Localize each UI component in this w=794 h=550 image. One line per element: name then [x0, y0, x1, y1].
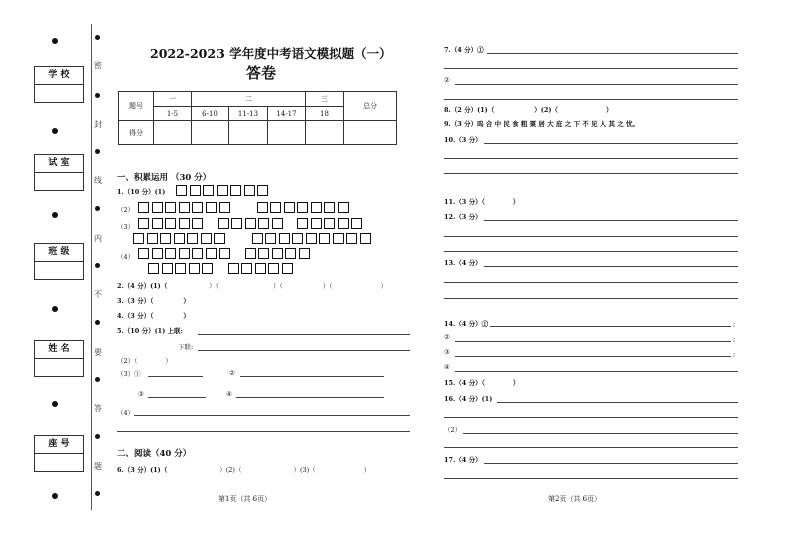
q6-sep: ）(2)（ — [219, 466, 242, 474]
q14-label: 14.（4 分）① — [444, 320, 489, 328]
room-field[interactable] — [34, 154, 84, 191]
group-two: 二 — [192, 92, 306, 107]
seal-char: 密 — [94, 61, 102, 70]
q5-2-label — [117, 356, 172, 365]
score-cell[interactable] — [229, 121, 268, 145]
q10-line-2[interactable] — [444, 158, 738, 159]
school-blank[interactable] — [35, 85, 83, 102]
q2-sep: ）（ — [322, 282, 333, 290]
q2-text: 2.（4 分）(1)（ — [117, 282, 168, 290]
q6-label — [117, 465, 370, 474]
seat-field[interactable] — [34, 435, 84, 472]
q17-line-1[interactable] — [484, 463, 738, 464]
q5-upper-line[interactable] — [198, 334, 410, 335]
seal-char: 内 — [94, 234, 102, 243]
group-one: 一 — [154, 92, 192, 107]
seal-char: 题 — [94, 462, 102, 471]
q14-end-2: ; — [733, 335, 736, 343]
q14-end-3: ; — [733, 350, 736, 358]
q5-3c-line[interactable] — [148, 397, 206, 398]
school-label: 学 校 — [35, 67, 83, 85]
q16-line-2[interactable] — [444, 417, 738, 418]
q16-label: 16.（4 分）(1) — [444, 395, 493, 403]
seal-dot — [95, 93, 100, 98]
room-label: 试 室 — [35, 155, 83, 173]
seal-char: 要 — [94, 348, 102, 357]
q13-line-1[interactable] — [484, 266, 738, 267]
question-number-label: 题号 — [119, 92, 154, 121]
left-page-footer: 第1页（共 6页） — [218, 495, 272, 503]
q11-end: ） — [512, 198, 520, 206]
q11-text: 11.（3 分）（ — [444, 198, 485, 206]
range-11-13: 11-13 — [229, 107, 268, 121]
section-heading-2: 二、阅读（40 分） — [117, 449, 192, 459]
q3-text: 3.（3 分）（ — [117, 297, 154, 305]
seat-blank[interactable] — [35, 454, 83, 471]
q16-line-3[interactable] — [463, 433, 738, 434]
q1-4-label: （4） — [117, 253, 135, 261]
q7-line-2b[interactable] — [444, 99, 738, 100]
q4-label — [117, 311, 190, 320]
q1-2-label: （2） — [117, 206, 135, 214]
class-field[interactable] — [34, 243, 84, 280]
q1-3-boxes-b[interactable] — [133, 233, 373, 244]
room-blank[interactable] — [35, 173, 83, 190]
q10-label: 10.（3 分） — [444, 136, 482, 144]
binding-hole — [52, 212, 58, 218]
q5-2-end: ） — [165, 357, 172, 365]
q5-3a-label: （3）① — [117, 370, 141, 378]
q5-3a-line[interactable] — [148, 376, 203, 377]
q5-4-line-2[interactable] — [117, 431, 410, 432]
q12-line-2[interactable] — [444, 236, 738, 237]
seal-dot — [95, 377, 100, 382]
q2-sep: ）（ — [273, 282, 283, 290]
q5-label: 5.（10 分）(1) 上联: — [117, 327, 183, 335]
q1-label: 1.（10 分）(1) — [117, 188, 166, 196]
q17-label: 17.（4 分） — [444, 456, 482, 464]
q17-line-2[interactable] — [444, 478, 738, 479]
q10-line-3[interactable] — [444, 173, 738, 174]
q5-4-label: （4） — [117, 409, 135, 417]
group-three: 三 — [306, 92, 344, 107]
q14-line-1[interactable] — [490, 326, 731, 327]
total-label: 总分 — [344, 92, 397, 121]
seal-char: 不 — [94, 290, 102, 299]
q1-4-boxes-b[interactable] — [148, 263, 295, 274]
seal-dot — [95, 149, 100, 154]
q5-4-line[interactable] — [134, 415, 410, 416]
q5-2-text: （2）（ — [117, 357, 138, 365]
q4-end: ） — [183, 312, 190, 320]
q5-3b-line[interactable] — [240, 376, 384, 377]
seal-char: 线 — [94, 176, 102, 185]
q1-3-boxes-a[interactable] — [138, 218, 365, 229]
score-table — [118, 91, 397, 145]
seal-dot — [95, 206, 100, 211]
q5-3b-label: ② — [229, 369, 235, 377]
name-label: 姓 名 — [35, 341, 83, 359]
score-cell[interactable] — [154, 121, 192, 145]
seal-char: 封 — [94, 120, 102, 129]
q16-2-label: （2） — [444, 426, 462, 434]
q7-line-1[interactable] — [487, 53, 738, 54]
range-1-5: 1-5 — [154, 107, 192, 121]
name-field[interactable] — [34, 340, 84, 377]
page-subtitle: 答卷 — [246, 64, 277, 82]
q14-end-1: ; — [733, 320, 736, 328]
q7-line-2[interactable] — [455, 84, 738, 85]
seal-dot — [95, 320, 100, 325]
q6-text: 6.（3 分）(1)（ — [117, 466, 168, 474]
seal-dot — [95, 263, 100, 268]
q4-text: 4.（3 分）（ — [117, 312, 154, 320]
score-label: 得分 — [119, 121, 154, 145]
q14-line-4[interactable] — [455, 371, 738, 372]
binding-hole — [52, 401, 58, 407]
q14-line-3[interactable] — [455, 356, 731, 357]
q6-end: ） — [363, 466, 371, 474]
class-label: 班 级 — [35, 244, 83, 262]
q15-text: 15.（4 分）（ — [444, 379, 485, 387]
q8-text: 8.（2 分）(1)（ — [444, 106, 495, 114]
q8-end: ） — [605, 106, 613, 114]
seal-dot — [95, 434, 100, 439]
school-field[interactable] — [34, 66, 84, 103]
q5-3d-label: ④ — [226, 390, 232, 398]
q14-4-label: ④ — [444, 363, 450, 371]
binding-hole — [52, 306, 58, 312]
q1-2-boxes[interactable] — [138, 202, 351, 213]
q1-3-label: （3） — [117, 223, 135, 231]
seal-dot — [95, 491, 100, 496]
q12-line-1[interactable] — [484, 220, 738, 221]
q12-line-3[interactable] — [444, 251, 738, 252]
q5-lower-line[interactable] — [198, 350, 410, 351]
q13-line-3[interactable] — [444, 298, 738, 299]
q10-line-1[interactable] — [484, 143, 738, 144]
q5-lower-label: 下联: — [178, 343, 194, 351]
q14-2-label: ② — [444, 333, 450, 341]
binding-hole — [52, 38, 58, 44]
range-6-10: 6-10 — [192, 107, 229, 121]
q11-label — [444, 197, 519, 206]
q8-label — [444, 105, 612, 114]
q14-line-2[interactable] — [455, 341, 731, 342]
q7-2-label: ② — [444, 76, 450, 84]
q16-line-1[interactable] — [497, 402, 738, 403]
class-blank[interactable] — [35, 262, 83, 279]
score-cell[interactable] — [306, 121, 344, 145]
q6-sep: ）(3)（ — [293, 466, 316, 474]
q7-line-1b[interactable] — [444, 68, 738, 69]
q7-label: 7.（4 分）① — [444, 46, 484, 54]
name-blank[interactable] — [35, 359, 83, 376]
q15-label — [444, 378, 519, 387]
q14-3-label: ③ — [444, 348, 450, 356]
section-heading-1: 一、积累运用 （30 分） — [117, 173, 212, 183]
binding-hole — [52, 128, 58, 134]
q13-label: 13.（4 分） — [444, 259, 482, 267]
seal-dot — [95, 35, 100, 40]
q2-sep: ）（ — [209, 282, 219, 290]
q5-3d-line[interactable] — [236, 397, 384, 398]
seal-char: 答 — [94, 404, 102, 413]
q2-end: ） — [380, 282, 387, 290]
q3-label — [117, 296, 190, 305]
range-14-17: 14-17 — [268, 107, 306, 121]
q2-label — [117, 281, 387, 290]
right-page-footer: 第2页（共 6页） — [548, 495, 602, 503]
q16-line-4[interactable] — [444, 447, 738, 448]
score-cell[interactable] — [344, 121, 397, 145]
q1-1-boxes[interactable] — [176, 185, 271, 196]
q8-sep: ）(2)（ — [534, 106, 558, 114]
score-cell[interactable] — [192, 121, 229, 145]
q15-end: ） — [512, 379, 520, 387]
q3-end: ） — [183, 297, 190, 305]
seal-line — [91, 24, 92, 510]
q1-4-boxes-a[interactable] — [138, 248, 312, 259]
q12-label: 12.（3 分） — [444, 213, 482, 221]
score-cell[interactable] — [268, 121, 306, 145]
page-title: 2022-2023 学年度中考语文模拟题（一） — [150, 46, 392, 61]
q9-label: 9.（3 分）呜 合 中 民 食 粗 粟 居 大 庇 之 下 不 见 人 其 之 忧。 — [444, 120, 640, 128]
q5-3c-label: ③ — [138, 390, 144, 398]
binding-hole — [52, 493, 58, 499]
q13-line-2[interactable] — [444, 282, 738, 283]
seat-label: 座 号 — [35, 436, 83, 454]
range-18: 18 — [306, 107, 344, 121]
